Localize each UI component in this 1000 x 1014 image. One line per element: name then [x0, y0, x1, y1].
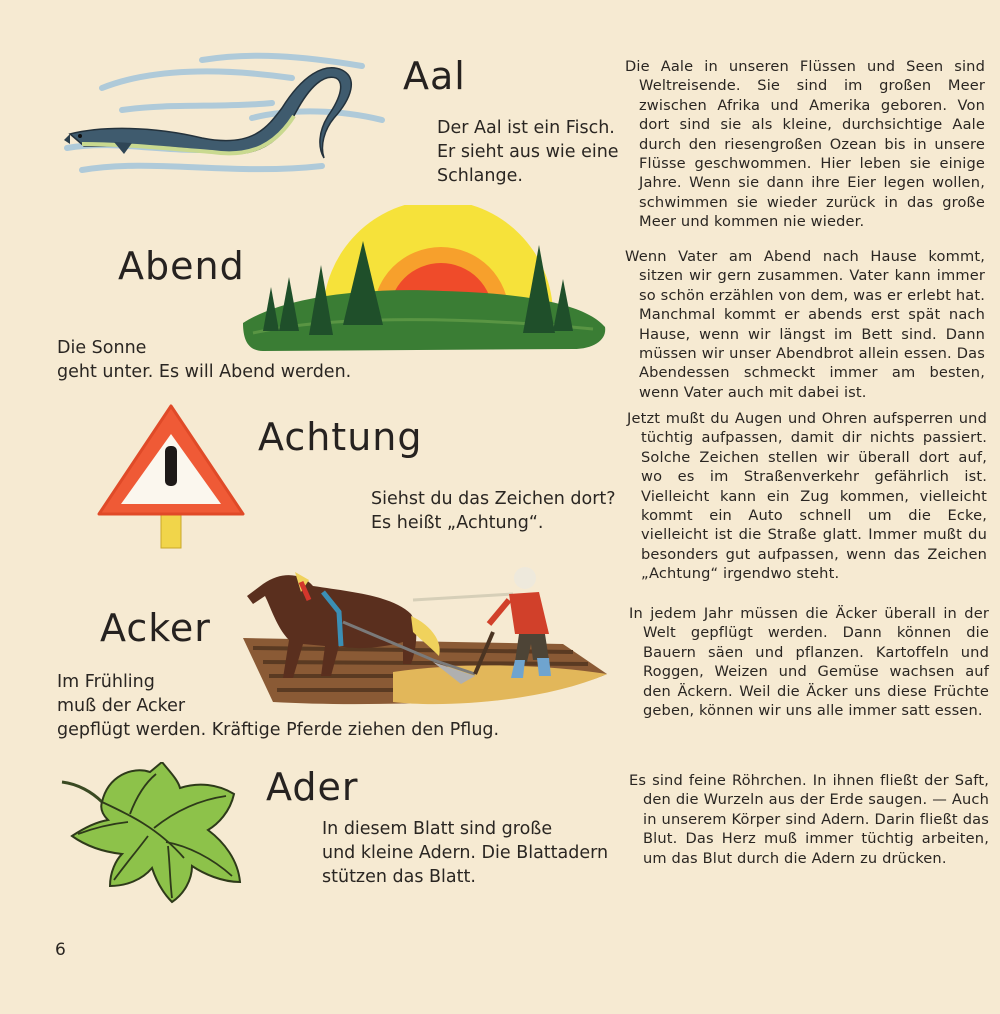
- caption-line: stützen das Blatt.: [322, 867, 476, 887]
- caption-achtung: [371, 487, 616, 535]
- sunset-illustration: [243, 205, 608, 355]
- caption-line: In diesem Blatt sind große: [322, 819, 553, 839]
- warning-sign-illustration: [95, 400, 247, 550]
- caption-aal: [437, 116, 619, 188]
- caption-line: Es heißt „Achtung“.: [371, 513, 544, 533]
- paragraph-aal: Die Aale in unseren Flüssen und Seen sind Weltreisende. Sie sind im großen Meer zwischen Afrika und Amerika geboren. Von dort sind sie als kleine, durchsichtige Aale durch den riesengroßen Ozean bis in unsere Flüsse geschwommen. Hier leben sie einige Jahre. Wenn sie dann ihre Eier legen wollen, schwimmen sie wieder zurück in das große Meer und kommen nie wieder.: [625, 58, 985, 231]
- entry-word-abend: Abend: [118, 244, 245, 288]
- caption-line: Schlange.: [437, 166, 523, 186]
- paragraph-achtung: Jetzt mußt du Augen und Ohren aufsperren und tüchtig aufpassen, damit dir nichts passiert. Solche Zeichen stellen wir überall dort auf, wo es im Straßenverkehr gefährlich ist. Vielleicht kann ein Zug kommen, vielleicht kommt ein Auto schnell um die Ecke, vielleicht ist die Straße glatt. Immer mußt du besonders gut aufpassen, wenn das Zeichen „Achtung“ irgendwo steht.: [627, 410, 987, 583]
- caption-line: gepflügt werden. Kräftige Pferde ziehen den Pflug.: [57, 720, 500, 740]
- caption-line: und kleine Adern. Die Blattadern: [322, 843, 609, 863]
- caption-line: Im Frühling: [57, 672, 155, 692]
- caption-line: Die Sonne: [57, 338, 147, 358]
- paragraph-ader: Es sind feine Röhrchen. In ihnen fließt der Saft, den die Wurzeln aus der Erde saugen. — Auch in unserem Körper sind Adern. Darin fließt das Blut. Das Herz muß immer tüchtig arbeiten, um das Blut durch die Adern zu drücken.: [629, 772, 989, 867]
- leaf-illustration: [58, 762, 243, 904]
- eel-illustration: [62, 48, 402, 188]
- caption-line: geht unter. Es will Abend werden.: [57, 362, 352, 382]
- entry-word-aal: Aal: [403, 54, 466, 98]
- page-number: 6: [55, 940, 66, 960]
- caption-line: Der Aal ist ein Fisch.: [437, 118, 615, 138]
- paragraph-abend: Wenn Vater am Abend nach Hause kommt, sitzen wir gern zusammen. Vater kann immer so schön erzählen von dem, was er erlebt hat. Manchmal kommt er abends erst spät nach Hause, wenn wir längst im Bett sind. Dann müssen wir unser Abendbrot allein essen. Das Abendessen schmeckt immer am besten, wenn Vater auch mit dabei ist.: [625, 248, 985, 401]
- caption-line: Er sieht aus wie eine: [437, 142, 619, 162]
- entry-word-acker: Acker: [100, 606, 211, 650]
- caption-abend: [57, 336, 351, 384]
- entry-word-achtung: Achtung: [258, 415, 423, 459]
- caption-line: muß der Acker: [57, 696, 186, 716]
- entry-word-ader: Ader: [266, 765, 359, 809]
- caption-acker: [57, 670, 499, 742]
- paragraph-acker: In jedem Jahr müssen die Äcker überall in der Welt gepflügt werden. Dann können die Bauern säen und pflanzen. Kartoffeln und Roggen, Weizen und Gemüse wachsen auf den Äckern. Weil die Äcker uns diese Früchte geben, können wir uns alle immer satt essen.: [629, 605, 989, 720]
- caption-line: Siehst du das Zeichen dort?: [371, 489, 616, 509]
- caption-ader: [322, 817, 608, 889]
